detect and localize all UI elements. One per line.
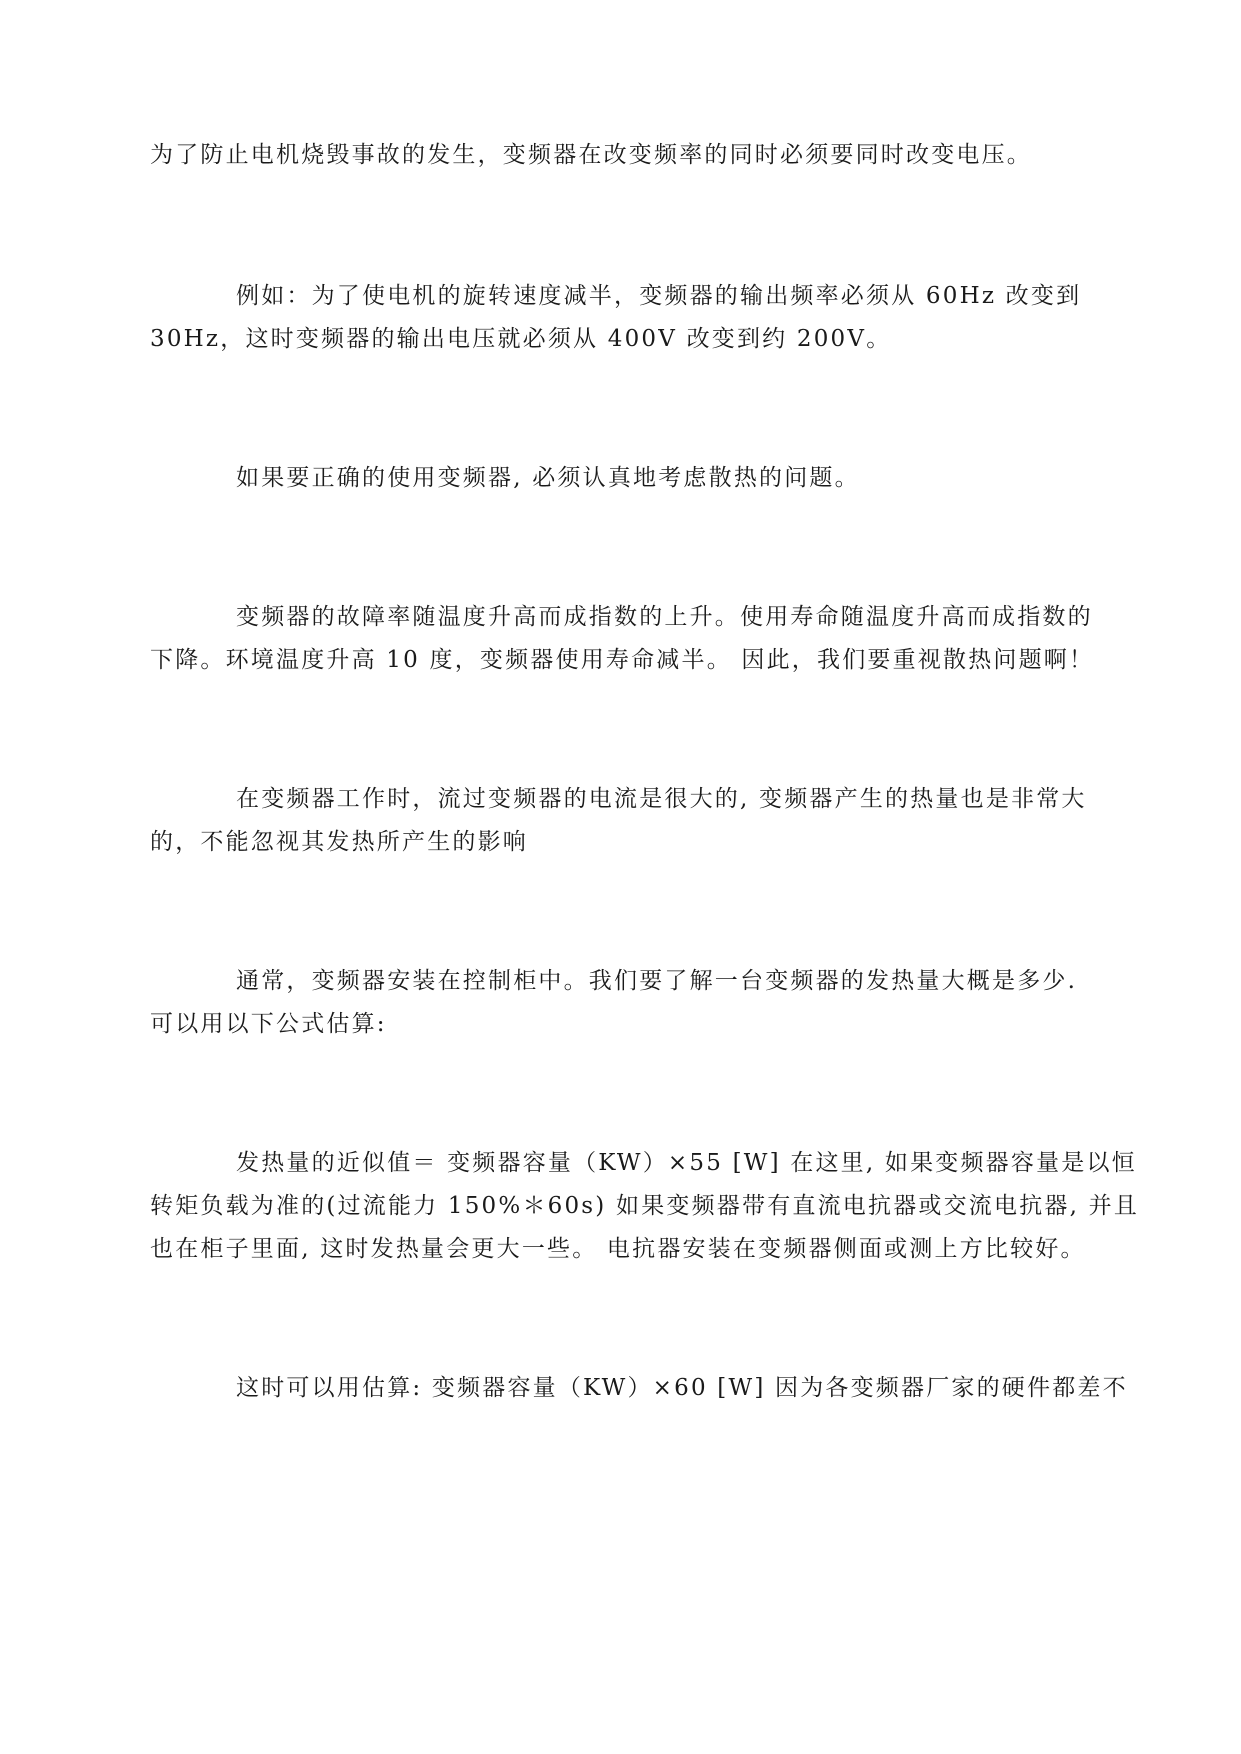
paragraph-2-line-2: 30Hz，这时变频器的输出电压就必须从 400V 改变到约 200V。 xyxy=(150,326,892,352)
paragraph-6-line-2: 可以用以下公式估算: xyxy=(150,1011,387,1037)
paragraph-2-line-1: 例如：为了使电机的旋转速度减半，变频器的输出频率必须从 60Hz 改变到 xyxy=(236,283,1082,309)
paragraph-1-line-1: 为了防止电机烧毁事故的发生，变频器在改变频率的同时必须要同时改变电压。 xyxy=(150,142,1032,168)
paragraph-7-line-1: 发热量的近似值＝ 变频器容量（KW）×55 [W] 在这里, 如果变频器容量是以恒 xyxy=(236,1150,1137,1176)
paragraph-5-line-1: 在变频器工作时，流过变频器的电流是很大的, 变频器产生的热量也是非常大 xyxy=(236,786,1087,812)
paragraph-8-line-1: 这时可以用估算: 变频器容量（KW）×60 [W] 因为各变频器厂家的硬件都差不 xyxy=(236,1375,1128,1401)
paragraph-7-line-2: 转矩负载为准的(过流能力 150%＊60s) 如果变频器带有直流电抗器或交流电抗器, 并且 xyxy=(150,1193,1140,1219)
paragraph-6-line-1: 通常，变频器安装在控制柜中。我们要了解一台变频器的发热量大概是多少. xyxy=(236,968,1078,994)
paragraph-4-line-1: 变频器的故障率随温度升高而成指数的上升。使用寿命随温度升高而成指数的 xyxy=(236,604,1093,630)
paragraph-4-line-2: 下降。环境温度升高 10 度，变频器使用寿命减半。 因此，我们要重视散热问题啊！ xyxy=(150,647,1095,673)
paragraph-7-line-3: 也在柜子里面, 这时发热量会更大一些。 电抗器安装在变频器侧面或测上方比较好。 xyxy=(150,1236,1086,1262)
paragraph-5-line-2: 的，不能忽视其发热所产生的影响 xyxy=(150,829,528,855)
paragraph-3-line-1: 如果要正确的使用变频器, 必须认真地考虑散热的问题。 xyxy=(236,465,860,491)
